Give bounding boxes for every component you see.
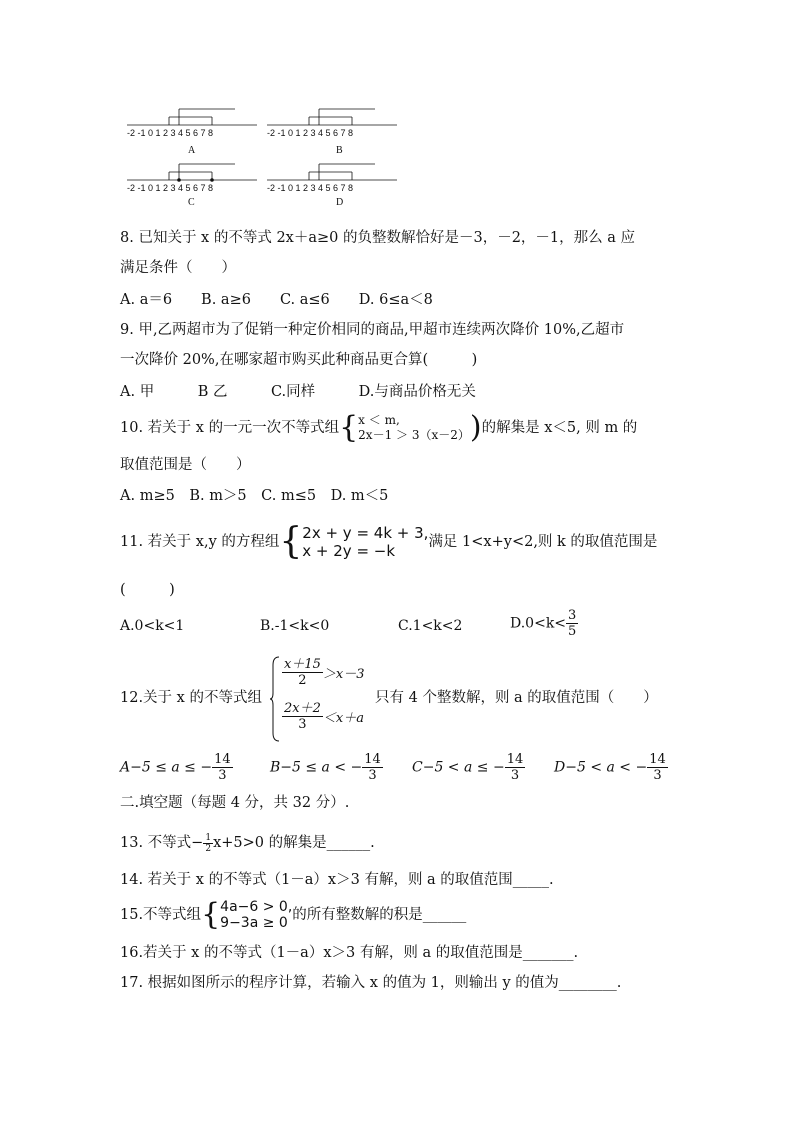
- q12-row2-fraction: [282, 701, 323, 732]
- fraction-denominator: 2: [205, 843, 212, 854]
- q11-option-d-fraction: [566, 608, 578, 639]
- q8-line1: 8. 已知关于 x 的不等式 2x＋a≥0 的负整数解恰好是－3，－2，－1，那么 a 应: [120, 230, 636, 246]
- q11-prefix: 11. 若关于 x,y 的方程组: [120, 534, 280, 550]
- q11-suffix: 满足 1<x+y<2,则 k 的取值范围是: [428, 534, 658, 550]
- q15-sys-line1: 4a−6 > 0,: [220, 899, 293, 915]
- q12-option-b: [270, 752, 383, 783]
- fraction-numerator: 14: [649, 752, 666, 767]
- left-brace-icon: {: [339, 410, 359, 445]
- q16-line: 16.若关于 x 的不等式（1－a）x＞3 有解，则 a 的取值范围是_______.: [120, 945, 579, 961]
- fraction-numerator: 14: [364, 752, 381, 767]
- number-line-d-svg: [265, 160, 400, 200]
- q10-options: A. m≥5 B. m＞5 C. m≤5 D. m＜5: [120, 488, 389, 504]
- q11-sys-line2: x + 2y = −k: [302, 542, 396, 560]
- q12-row1: [282, 657, 364, 688]
- number-line-c-svg: [125, 160, 260, 200]
- q11-option-d-prefix: D.0<k<: [510, 615, 567, 632]
- number-line-b-label: B: [336, 145, 343, 156]
- fraction-denominator: 3: [298, 717, 307, 732]
- q12-suffix: 只有 4 个整数解，则 a 的取值范围（ ）: [375, 690, 658, 706]
- q14-line: 14. 若关于 x 的不等式（1－a）x＞3 有解，则 a 的取值范围_____.: [120, 872, 554, 888]
- q11-sys-line1: 2x + y = 4k + 3,: [302, 524, 429, 542]
- number-line-d-label: D: [336, 197, 344, 208]
- q12-option-c: [412, 752, 525, 783]
- fraction-denominator: 5: [568, 624, 577, 639]
- fraction-numerator: x＋15: [284, 657, 321, 672]
- q10-sys-line1: x ＜ m,: [358, 413, 400, 427]
- fraction-denominator: 3: [653, 768, 662, 783]
- q11-line1: [120, 522, 657, 562]
- number-line-d: [265, 160, 400, 204]
- left-brace-icon: {: [201, 897, 221, 932]
- q10-line2: 取值范围是（ ）: [120, 457, 251, 473]
- number-line-b: [265, 105, 400, 149]
- svg-text:-2 -1 0 1 2 3 4 5 6 7 8: -2 -1 0 1 2 3 4 5 6 7 8: [267, 183, 354, 193]
- q12-row1-fraction: [282, 657, 323, 688]
- q12-option-b-fraction: [362, 752, 383, 783]
- q13-line: [120, 828, 375, 858]
- fraction-denominator: 2: [298, 673, 307, 688]
- number-line-b-svg: [265, 105, 400, 145]
- q12-option-d: [554, 752, 668, 783]
- q13-fraction: [203, 833, 213, 854]
- right-paren-icon: ): [469, 410, 482, 445]
- q12-option-a: [120, 752, 233, 783]
- q11-option-c: C.1<k<2: [398, 618, 463, 634]
- svg-text:-2 -1 0 1 2 3 4 5 6 7 8: -2 -1 0 1 2 3 4 5 6 7 8: [127, 183, 214, 193]
- number-line-a: [125, 105, 260, 149]
- q15-system: [220, 899, 292, 931]
- q10-system: [358, 413, 470, 443]
- svg-text:-2 -1 0 1 2 3 4 5 6 7 8: -2 -1 0 1 2 3 4 5 6 7 8: [267, 128, 354, 138]
- q11-option-b: B.-1<k<0: [260, 618, 330, 634]
- q12-row2-rest: ＜x＋a: [322, 711, 364, 726]
- left-brace-icon: [270, 655, 280, 743]
- fraction-numerator: 14: [506, 752, 524, 767]
- q12-option-c-fraction: [505, 752, 526, 783]
- q13-suffix: x+5>0 的解集是______.: [213, 835, 375, 851]
- number-line-a-svg: [125, 105, 260, 145]
- q15-sys-line2: 9−3a ≥ 0: [220, 915, 288, 931]
- number-line-a-label: A: [188, 145, 196, 156]
- q12-option-a-text: A−5 ≤ a ≤ −: [120, 759, 213, 776]
- svg-text:-2 -1 0 1 2 3 4 5 6 7 8: -2 -1 0 1 2 3 4 5 6 7 8: [127, 128, 214, 138]
- q10-sys-line2: 2x－1 ＞ 3（x－2）: [358, 428, 470, 442]
- q10-suffix: 的解集是 x＜5, 则 m 的: [481, 420, 638, 436]
- q9-line1: 9. 甲,乙两超市为了促销一种定价相同的商品,甲超市连续两次降价 10%,乙超市: [120, 322, 625, 338]
- q8-options: A. a＝6 B. a≥6 C. a≤6 D. 6≤a＜8: [120, 292, 433, 308]
- q11-line2: ( ): [120, 582, 175, 598]
- fraction-denominator: 3: [218, 768, 227, 783]
- q10-line1: [120, 410, 637, 446]
- q9-line2: 一次降价 20%,在哪家超市购买此种商品更合算( ): [120, 352, 478, 368]
- q12-prefix: 12.关于 x 的不等式组: [120, 690, 262, 706]
- number-line-c-label: C: [188, 197, 195, 208]
- fraction-numerator: 2x＋2: [284, 701, 321, 716]
- q17-line: 17. 根据如图所示的程序计算，若输入 x 的值为 1，则输出 y 的值为________.: [120, 975, 622, 991]
- q13-prefix: 13. 不等式−: [120, 835, 204, 851]
- q15-line: [120, 897, 466, 933]
- section-2-heading: 二.填空题（每题 4 分，共 32 分）.: [120, 795, 350, 811]
- q11-option-d: [510, 608, 578, 639]
- q12-option-b-text: B−5 ≤ a < −: [270, 759, 363, 776]
- fraction-denominator: 3: [510, 768, 520, 783]
- fraction-numerator: 3: [568, 608, 577, 623]
- q12-option-d-fraction: [647, 752, 668, 783]
- fraction-denominator: 3: [368, 768, 377, 783]
- left-brace-icon: {: [279, 521, 303, 562]
- fraction-numerator: 14: [214, 752, 231, 767]
- q11-option-a: A.0<k<1: [120, 618, 185, 634]
- q8-line2: 满足条件（ ）: [120, 260, 236, 276]
- q12-option-a-fraction: [212, 752, 233, 783]
- q9-options: A. 甲 B 乙 C.同样 D.与商品价格无关: [120, 384, 476, 400]
- q12-row1-rest: ＞x－3: [322, 667, 365, 682]
- q15-prefix: 15.不等式组: [120, 907, 202, 923]
- q12-option-c-text: C−5 < a ≤ −: [412, 759, 505, 776]
- fraction-numerator: 1: [205, 832, 212, 843]
- q15-suffix: 的所有整数解的积是______: [292, 907, 467, 923]
- q12-option-d-text: D−5 < a < −: [554, 759, 648, 776]
- q11-system: [302, 524, 428, 560]
- q10-prefix: 10. 若关于 x 的一元一次不等式组: [120, 420, 340, 436]
- q12-row2: [282, 701, 364, 732]
